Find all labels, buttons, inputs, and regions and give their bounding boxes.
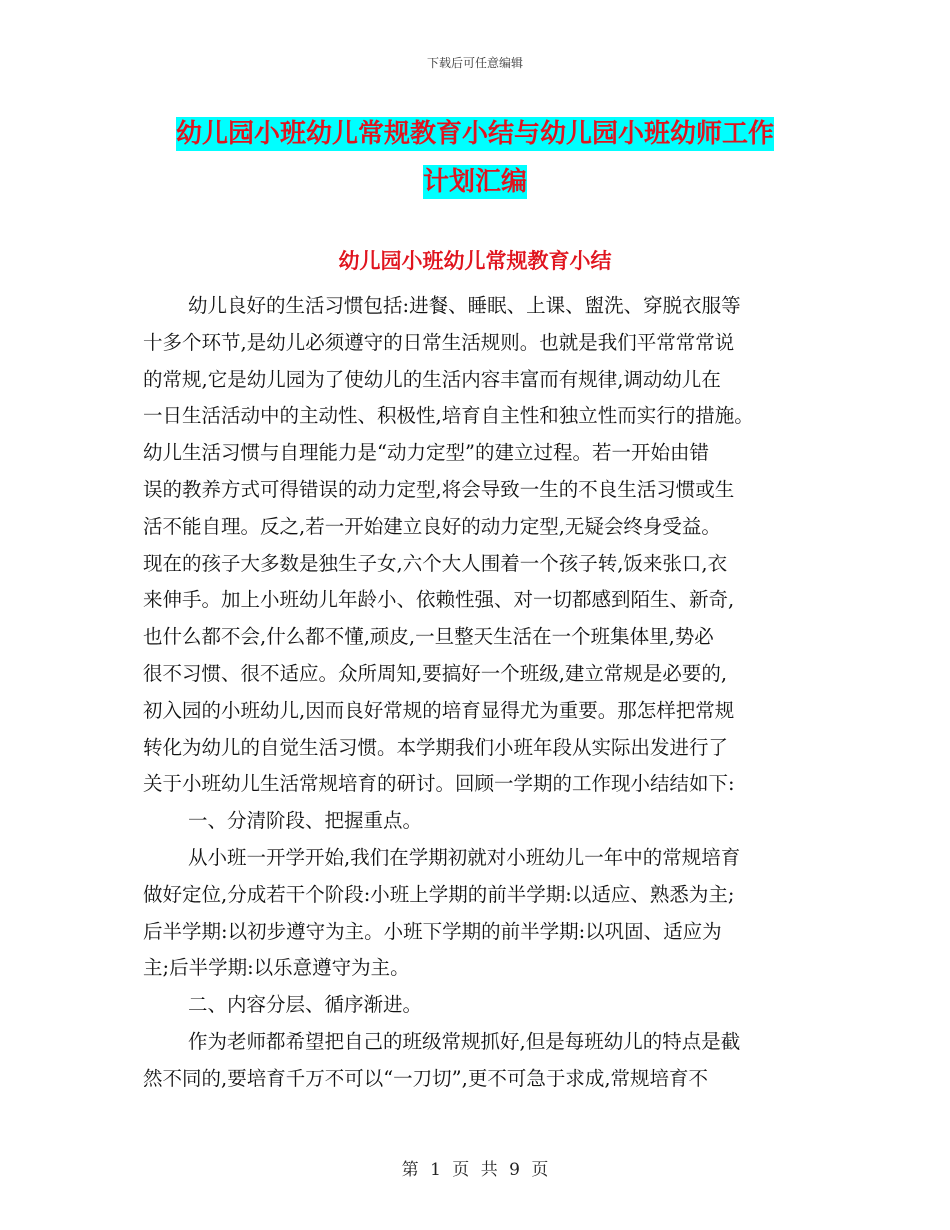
document-body [143,288,811,1098]
section-title: 幼儿园小班幼儿常规教育小结 [338,249,612,273]
body-line: 十多个环节,是幼儿必须遵守的日常生活规则。也就是我们平常常常说 [143,330,735,354]
document-title [0,110,950,206]
body-line: 的常规,它是幼儿园为了使幼儿的生活内容丰富而有规律,调动幼儿在 [143,367,721,391]
document-title-line-2: 计划汇编 [422,167,527,197]
body-line: 误的教养方式可得错误的动力定型,将会导致一生的不良生活习惯或生 [143,477,735,501]
body-line: 然不同的,要培育千万不可以“一刀切”,更不可急于求成,常规培育不 [143,1066,709,1090]
body-line: 做好定位,分成若干个阶段:小班上学期的前半学期:以适应、熟悉为主; [143,882,735,906]
body-line: 作为老师都希望把自己的班级常规抓好,但是每班幼儿的特点是截 [188,1029,741,1053]
body-line: 现在的孩子大多数是独生子女,六个大人围着一个孩子转,饭来张口,衣 [143,551,728,575]
body-line: 也什么都不会,什么都不懂,顽皮,一旦整天生活在一个班集体里,势必 [143,625,714,649]
page-header-note: 下载后可任意编辑 [426,56,523,70]
body-line: 主;后半学期:以乐意遵守为主。 [143,956,410,980]
body-line: 初入园的小班幼儿,因而良好常规的培育显得尤为重要。那怎样把常规 [143,698,735,722]
body-line: 很不习惯、很不适应。众所周知,要搞好一个班级,建立常规是必要的, [143,661,728,685]
body-line: 关于小班幼儿生活常规培育的研讨。回顾一学期的工作现小结结如下: [143,772,735,796]
page-number: 第 1 页 共 9 页 [401,1160,549,1180]
subheading-2: 二、内容分层、循序渐进。 [188,993,423,1017]
body-line: 后半学期:以初步遵守为主。小班下学期的前半学期:以巩固、适应为 [143,919,722,943]
body-line: 幼儿良好的生活习惯包括:进餐、睡眠、上课、盥洗、穿脱衣服等 [188,294,741,317]
body-line: 幼儿生活习惯与自理能力是“动力定型”的建立过程。若一开始由错 [143,441,709,465]
document-title-line-1: 幼儿园小班幼儿常规教育小结与幼儿园小班幼师工作 [175,119,774,149]
body-line: 活不能自理。反之,若一开始建立良好的动力定型,无疑会终身受益。 [143,514,721,538]
body-line: 转化为幼儿的自觉生活习惯。本学期我们小班年段从实际出发进行了 [143,735,729,759]
body-line: 从小班一开学开始,我们在学期初就对小班幼儿一年中的常规培育 [188,845,741,869]
body-line: 来伸手。加上小班幼儿年龄小、依赖性强、对一切都感到陌生、新奇, [143,588,735,612]
body-line: 一日生活活动中的主动性、积极性,培育自主性和独立性而实行的措施。 [143,404,754,428]
subheading-1: 一、分清阶段、把握重点。 [188,809,423,833]
